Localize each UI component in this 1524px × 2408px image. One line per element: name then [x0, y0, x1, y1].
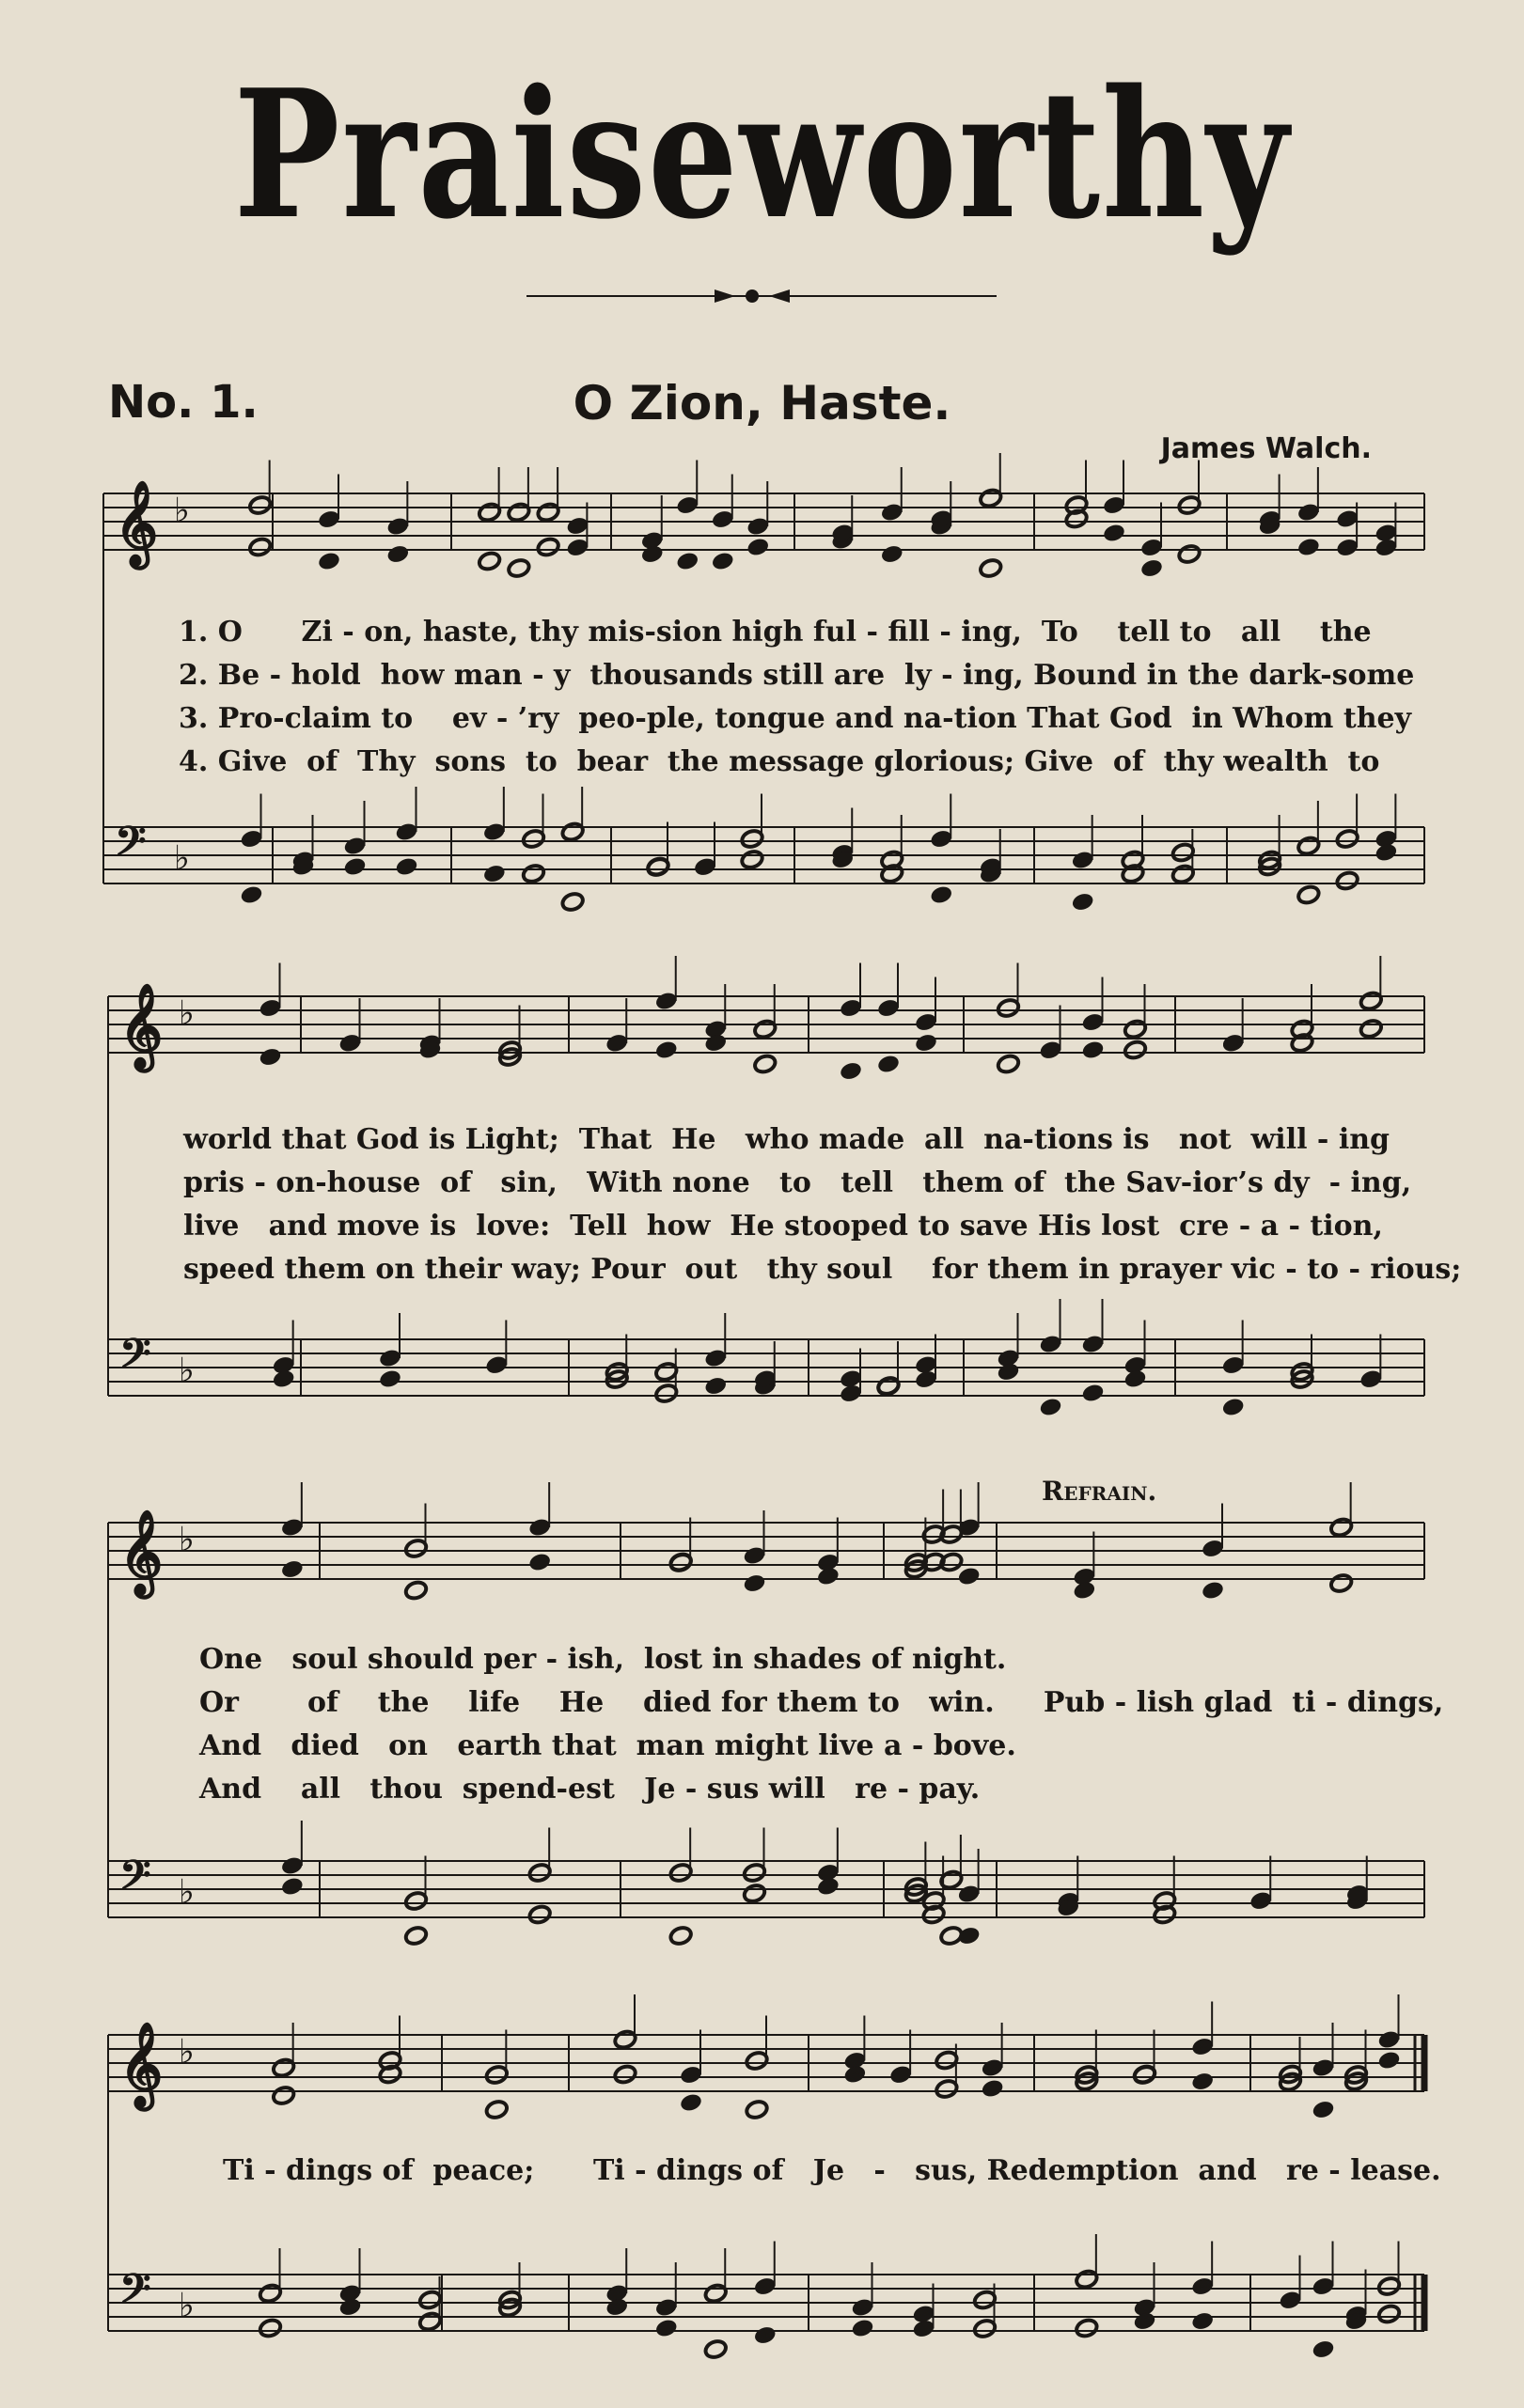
note-head: [560, 891, 585, 913]
book-title: Praiseworthy: [233, 52, 1291, 258]
note-head: [816, 1566, 841, 1587]
note-head: [1038, 1397, 1062, 1418]
note-group: [280, 1821, 1370, 1947]
bass-clef-icon: 𝄢: [115, 818, 147, 875]
lyric-line: 2. Be - hold how man - y thousands still are ly - ing, Bound in the dark-some: [179, 659, 1415, 692]
note-head: [338, 2296, 362, 2318]
note-group: [239, 787, 1398, 913]
note-head: [850, 2318, 874, 2339]
treble-clef-icon: 𝄞: [119, 983, 164, 1069]
note-head: [527, 1904, 552, 1926]
key-signature-flat-icon: ♭: [179, 1520, 195, 1559]
note-head: [1329, 1572, 1354, 1594]
bass-clef-icon: 𝄢: [119, 2265, 151, 2322]
note-head: [258, 1046, 282, 1068]
note-head: [385, 543, 410, 565]
note-head: [1296, 537, 1321, 558]
lyric-line: live and move is love: Tell how He stooped to save His lost cre - a - tion,: [183, 1210, 1383, 1243]
note-head: [703, 1375, 728, 1397]
note-head: [1374, 842, 1398, 864]
key-signature-flat-icon: ♭: [179, 993, 195, 1033]
note-head: [317, 551, 341, 572]
note-head: [746, 537, 770, 558]
treble-staff: [108, 1509, 1424, 1601]
note-head: [742, 1572, 766, 1594]
key-signature-flat-icon: ♭: [174, 838, 190, 878]
key-signature-flat-icon: ♭: [179, 1872, 195, 1912]
lyric-line: And died on earth that man might live a - bove.: [199, 1729, 1016, 1762]
lyric-line: One soul should per - ish, lost in shades of night.: [199, 1643, 1007, 1676]
lyric-line: world that God is Light; That He who made all na-tions is not will - ing: [183, 1123, 1390, 1156]
note-group: [272, 1299, 1384, 1417]
lyric-line: 4. Give of Thy sons to bear the message glorious; Give of thy wealth to: [179, 745, 1380, 778]
note-head: [668, 1925, 693, 1947]
note-head: [929, 884, 953, 906]
note-head: [1201, 1580, 1225, 1602]
note-head: [378, 1368, 402, 1390]
lyric-line: 1. O Zi - on, haste, thy mis-sion high ful - fill - ing, To tell to all the: [179, 616, 1372, 649]
lyric-line: Or of the life He died for them to win. Pub - lish glad ti - dings,: [199, 1686, 1444, 1719]
note-head: [654, 2318, 679, 2339]
bass-staff: [108, 1852, 1424, 1917]
note-head: [1132, 2310, 1156, 2332]
refrain-label: Refrain.: [1042, 1476, 1157, 1507]
lyric-line: speed them on their way; Pour out thy soul for them in prayer vic - to - rious;: [183, 1253, 1462, 1286]
note-head: [745, 2099, 769, 2120]
note-head: [507, 557, 531, 579]
note-head: [753, 2324, 778, 2346]
note-head: [1071, 891, 1095, 913]
note-head: [703, 2338, 728, 2360]
note-head: [742, 1883, 766, 1904]
key-signature-flat-icon: ♭: [179, 1351, 195, 1390]
note-head: [1359, 1018, 1383, 1040]
lyric-line: And all thou spend-est Je - sus will re - pay.: [199, 1773, 981, 1806]
note-head: [272, 1368, 296, 1390]
note-head: [248, 537, 273, 558]
note-head: [711, 551, 735, 572]
note-head: [880, 543, 904, 565]
lyric-line: 3. Pro-claim to ev - ’ry peo-ple, tongue and na-tion That God in Whom they: [179, 702, 1412, 735]
key-signature-flat-icon: ♭: [179, 2032, 195, 2072]
note-head: [605, 2296, 629, 2318]
note-head: [394, 856, 418, 878]
hymn-title: O Zion, Haste.: [573, 376, 951, 430]
note-group: [272, 1994, 1402, 2120]
treble-clef-icon: 𝄞: [119, 2022, 164, 2107]
note-head: [478, 551, 502, 572]
note-head: [1311, 2099, 1335, 2120]
note-head: [1311, 2338, 1335, 2360]
note-head: [1190, 2071, 1215, 2092]
note-head: [1102, 523, 1126, 544]
note-head: [679, 2092, 703, 2114]
treble-clef-icon: 𝄞: [115, 480, 159, 566]
note-head: [272, 2085, 296, 2106]
note-head: [957, 1566, 982, 1587]
note-head: [1177, 543, 1202, 565]
note-head: [536, 537, 560, 558]
note-head: [1123, 1368, 1147, 1390]
key-signature-flat-icon: ♭: [174, 491, 190, 530]
composer-credit: James Walch.: [1160, 432, 1372, 465]
note-head: [876, 1054, 901, 1075]
note-head: [979, 557, 1003, 579]
note-head: [258, 2318, 282, 2339]
bass-clef-icon: 𝄢: [119, 1852, 151, 1909]
note-head: [654, 1040, 679, 1061]
note-head: [981, 2078, 1005, 2100]
note-head: [1376, 2304, 1401, 2325]
lyric-line: Ti - dings of peace; Ti - dings of Je - sus, Redemption and re - lease.: [223, 2154, 1441, 2187]
note-head: [484, 2099, 509, 2120]
note-head: [342, 856, 367, 878]
lyric-line: pris - on-house of sin, With none to tell them of the Sav-ior’s dy - ing,: [183, 1166, 1412, 1199]
note-head: [996, 1361, 1020, 1383]
note-head: [239, 884, 263, 906]
note-head: [403, 1580, 428, 1602]
note-head: [1190, 2310, 1215, 2332]
note-head: [613, 2064, 637, 2086]
note-head: [1080, 1040, 1105, 1061]
note-head: [280, 1876, 305, 1898]
note-head: [1075, 2318, 1099, 2339]
note-group: [258, 2234, 1401, 2360]
note-head: [1139, 557, 1164, 579]
note-head: [816, 1876, 841, 1898]
treble-clef-icon: 𝄞: [119, 1509, 164, 1595]
note-group: [280, 1482, 1354, 1601]
note-head: [914, 1032, 938, 1054]
note-head: [675, 551, 699, 572]
note-head: [996, 1054, 1020, 1075]
note-head: [1376, 2050, 1401, 2072]
bass-staff: [108, 2265, 1424, 2331]
note-head: [753, 1054, 778, 1075]
note-head: [640, 543, 665, 565]
note-head: [1296, 884, 1321, 906]
note-head: [1072, 1580, 1096, 1602]
note-head: [839, 1060, 863, 1082]
note-group: [248, 453, 1399, 579]
note-head: [842, 2064, 867, 2086]
note-head: [527, 1552, 552, 1573]
note-head: [703, 1032, 728, 1054]
note-head: [1123, 1040, 1147, 1061]
note-head: [403, 1925, 428, 1947]
note-head: [482, 863, 507, 884]
note-head: [521, 863, 545, 884]
note-head: [1221, 1397, 1246, 1418]
note-head: [740, 849, 764, 870]
note-group: [258, 956, 1383, 1082]
note-head: [1335, 870, 1359, 892]
hymn-number: No. 1.: [108, 376, 259, 429]
note-head: [280, 1558, 305, 1580]
bass-clef-icon: 𝄢: [119, 1330, 151, 1387]
treble-staff: [108, 983, 1424, 1074]
note-head: [1080, 1383, 1105, 1404]
key-signature-flat-icon: ♭: [179, 2286, 195, 2325]
